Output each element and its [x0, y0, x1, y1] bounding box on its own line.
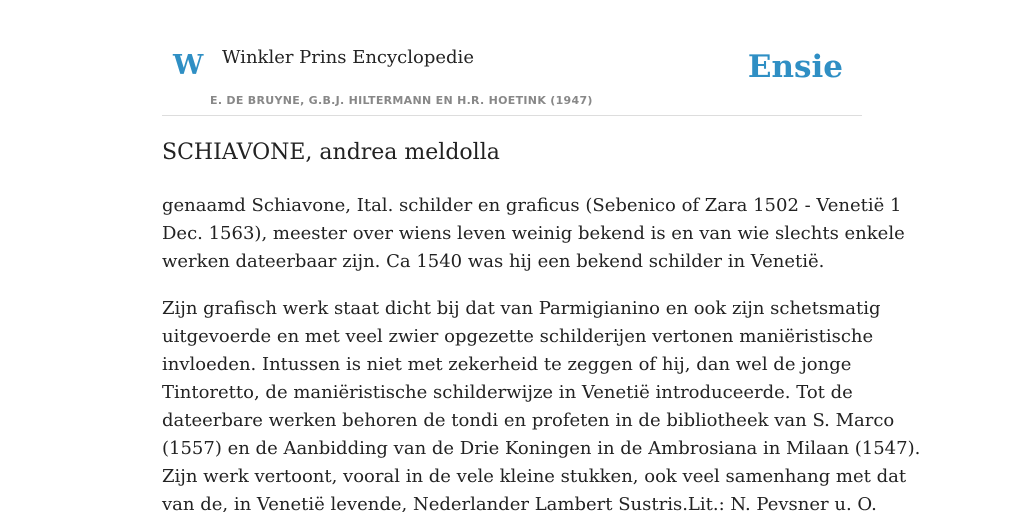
text-line: Zijn werk vertoont, vooral in de vele kleine stukken, ook veel samenhang met dat: [162, 466, 907, 487]
text-line: genaamd Schiavone, Ital. schilder en graficus (Sebenico of Zara 1502 - Venetië 1: [162, 195, 902, 216]
winkler-prins-logo[interactable]: W: [173, 50, 204, 81]
article-paragraph-2: [162, 295, 921, 512]
text-line: invloeden. Intussen is niet met zekerheid te zeggen of hij, dan wel de jonge: [162, 354, 852, 375]
text-line: Dec. 1563), meester over wiens leven weinig bekend is en van wie slechts enkele: [162, 223, 905, 244]
ensie-logo-link[interactable]: Ensie: [747, 49, 843, 85]
source-title-link[interactable]: Winkler Prins Encyclopedie: [222, 47, 474, 68]
source-header: [162, 36, 862, 116]
text-line: van de, in Venetië levende, Nederlander Lambert Sustris.Lit.: N. Pevsner u. O.: [162, 494, 877, 512]
article-title: SCHIAVONE, andrea meldolla: [162, 140, 500, 165]
text-line: Tintoretto, de maniëristische schilderwijze in Venetië introduceerde. Tot de: [162, 382, 853, 403]
text-line: werken dateerbaar zijn. Ca 1540 was hij een bekend schilder in Venetië.: [162, 251, 825, 272]
text-line: Zijn grafisch werk staat dicht bij dat van Parmigianino en ook zijn schetsmatig: [162, 298, 881, 319]
source-authors: E. DE BRUYNE, G.B.J. HILTERMANN EN H.R. HOETINK (1947): [210, 94, 593, 107]
article-body: [162, 192, 921, 512]
text-line: uitgevoerde en met veel zwier opgezette schilderijen vertonen maniëristische: [162, 326, 874, 347]
article-paragraph-1: [162, 192, 905, 276]
text-line: dateerbare werken behoren de tondi en profeten in de bibliotheek van S. Marco: [162, 410, 895, 431]
text-line: (1557) en de Aanbidding van de Drie Koningen in de Ambrosiana in Milaan (1547).: [162, 438, 921, 459]
